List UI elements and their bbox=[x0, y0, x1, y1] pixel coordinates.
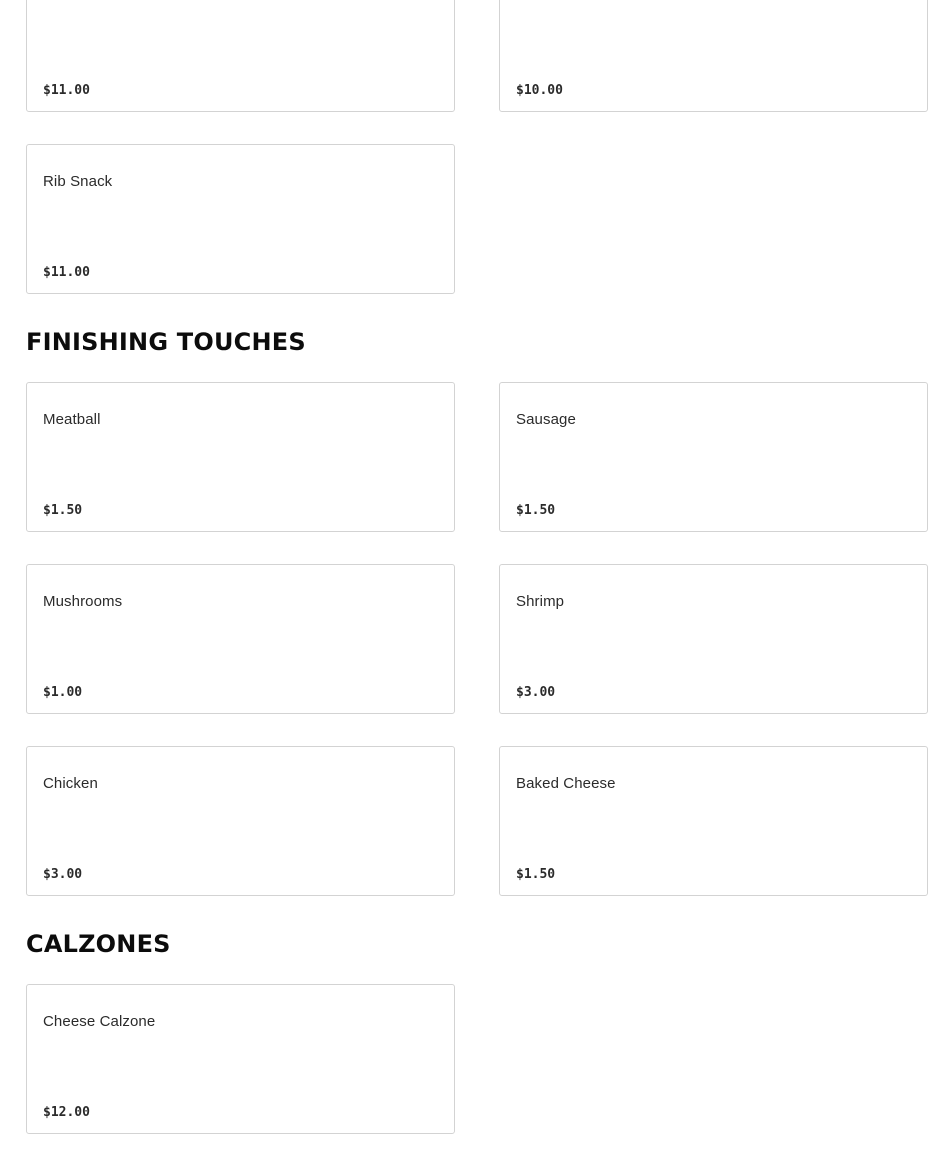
menu-item-card[interactable] bbox=[499, 0, 928, 112]
menu-item-price: $3.00 bbox=[43, 867, 83, 882]
menu-item-card[interactable] bbox=[26, 984, 455, 1134]
menu-item-card[interactable] bbox=[499, 746, 928, 896]
menu-item-price: $1.00 bbox=[43, 685, 83, 700]
menu-item-name: Chicken bbox=[43, 775, 98, 792]
menu-item-price: $1.50 bbox=[516, 503, 556, 518]
menu-item-name: Sausage bbox=[516, 411, 576, 428]
menu-item-name: Mushrooms bbox=[43, 593, 123, 610]
menu-item-price: $12.00 bbox=[43, 1105, 90, 1120]
menu-item-price: $3.00 bbox=[516, 685, 556, 700]
menu-item-name: Baked Cheese bbox=[516, 775, 616, 792]
menu-item-card[interactable] bbox=[26, 564, 455, 714]
menu-item-price: $1.50 bbox=[43, 503, 83, 518]
menu-item-card[interactable] bbox=[26, 0, 455, 112]
menu-item-price: $1.50 bbox=[516, 867, 556, 882]
section-title-finishing-touches: FINISHING TOUCHES bbox=[26, 328, 306, 356]
menu-item-card[interactable] bbox=[26, 144, 455, 294]
menu-item-card[interactable] bbox=[499, 382, 928, 532]
menu-item-price: $11.00 bbox=[43, 265, 90, 280]
menu-item-card[interactable] bbox=[26, 382, 455, 532]
menu-item-card[interactable] bbox=[26, 746, 455, 896]
menu-item-price: $11.00 bbox=[43, 83, 90, 98]
section-title-calzones: CALZONES bbox=[26, 930, 171, 958]
menu-item-price: $10.00 bbox=[516, 83, 563, 98]
menu-item-card[interactable] bbox=[499, 564, 928, 714]
menu-item-name: Rib Snack bbox=[43, 173, 113, 190]
menu-item-name: Cheese Calzone bbox=[43, 1013, 156, 1030]
menu-item-name: Meatball bbox=[43, 411, 101, 428]
menu-item-name: Shrimp bbox=[516, 593, 565, 610]
